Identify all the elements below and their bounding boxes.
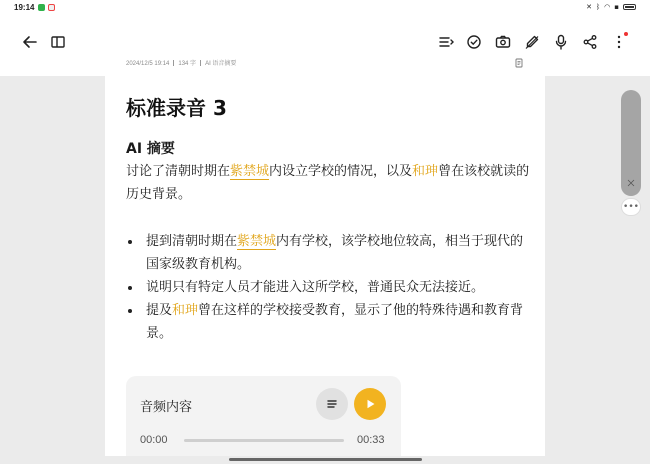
home-indicator[interactable] xyxy=(229,458,422,461)
voice-record-button[interactable] xyxy=(550,31,572,53)
audio-current-time: 00:00 xyxy=(140,434,168,446)
bullet-text: 曾在这样的学校接受教育，显示了他的特殊待遇和教育背景。 xyxy=(146,303,524,341)
microphone-icon xyxy=(552,33,570,51)
top-toolbar xyxy=(0,16,650,66)
audio-duration: 00:33 xyxy=(357,434,385,446)
scrollbar-handle[interactable] xyxy=(621,90,641,196)
scroll-collapse-icon xyxy=(626,178,636,188)
summary-text: 讨论了清朝时期在 xyxy=(126,164,231,179)
handwriting-icon xyxy=(523,33,541,51)
status-time: 19:14 xyxy=(14,3,35,12)
more-tools-button[interactable] xyxy=(621,198,641,216)
checklist-button[interactable] xyxy=(463,31,485,53)
share-button[interactable] xyxy=(579,31,601,53)
sidebar-toggle-button[interactable] xyxy=(47,31,69,53)
signal-icon: ▪ xyxy=(614,3,619,11)
bullet-text: 提及 xyxy=(146,303,173,318)
bullet-text: 内有学校，该学校地位较高，相当于现代的国家级教育机构。 xyxy=(146,234,524,272)
divider xyxy=(173,60,174,66)
status-icons xyxy=(586,3,636,11)
bullet-text: 说明只有特定人员才能进入这所学校，普通民众无法接近。 xyxy=(146,280,485,295)
list-item[interactable] xyxy=(126,230,536,276)
app-notification-icon xyxy=(48,4,55,11)
note-datetime: 2024/12/5 19:14 xyxy=(126,61,170,67)
list-format-icon xyxy=(437,33,455,51)
checkbox-icon xyxy=(465,33,483,51)
list-item[interactable] xyxy=(126,299,536,345)
keyword-highlight[interactable]: 和珅 xyxy=(172,303,199,318)
ellipsis-icon: ••• xyxy=(623,202,639,212)
list-item[interactable] xyxy=(126,276,536,299)
bullet-text: 提到清朝时期在 xyxy=(146,234,238,249)
meta-strip xyxy=(0,66,650,76)
keyword-link[interactable]: 紫禁城 xyxy=(230,164,270,179)
note-tag: AI 语音摘要 xyxy=(205,61,237,67)
summary-text: 内设立学校的情况，以及 xyxy=(269,164,413,179)
keyword-link[interactable]: 紫禁城 xyxy=(237,234,277,249)
note-meta xyxy=(126,58,236,67)
more-options-button[interactable] xyxy=(608,31,630,53)
format-list-button[interactable] xyxy=(435,31,457,53)
summary-text: 曾在该校就读的历史背景。 xyxy=(126,164,530,202)
transcript-list-button[interactable] xyxy=(316,388,348,420)
play-button[interactable] xyxy=(354,388,386,420)
audio-player-card xyxy=(126,376,401,456)
note-word-count: 134 字 xyxy=(178,61,197,67)
bluetooth-icon: ᛒ xyxy=(595,3,601,11)
ai-summary-text[interactable] xyxy=(126,160,536,206)
divider xyxy=(200,60,201,66)
audio-progress-slider[interactable] xyxy=(184,439,344,442)
ai-summary-heading: AI 摘要 xyxy=(126,141,175,157)
document-info-icon[interactable] xyxy=(514,58,524,68)
audio-title: 音频内容 xyxy=(140,400,193,415)
handwriting-button[interactable] xyxy=(521,31,543,53)
sidebar-panel-icon xyxy=(49,33,67,51)
play-icon xyxy=(363,397,377,411)
share-icon xyxy=(581,33,599,51)
notification-dot xyxy=(624,32,628,36)
camera-button[interactable] xyxy=(492,31,514,53)
note-title[interactable]: 标准录音 3 xyxy=(126,96,227,120)
battery-icon xyxy=(623,4,636,10)
back-button[interactable] xyxy=(19,31,41,53)
wechat-notification-icon xyxy=(38,4,45,11)
note-editor[interactable] xyxy=(105,76,545,456)
summary-bullet-list xyxy=(126,230,536,345)
status-bar xyxy=(0,0,650,16)
wifi-icon: ◠ xyxy=(604,3,611,11)
arrow-left-icon xyxy=(21,33,39,51)
list-lines-icon xyxy=(325,397,339,411)
camera-icon xyxy=(494,33,512,51)
keyword-highlight[interactable]: 和珅 xyxy=(412,164,439,179)
mute-icon: ✕ xyxy=(586,3,592,11)
